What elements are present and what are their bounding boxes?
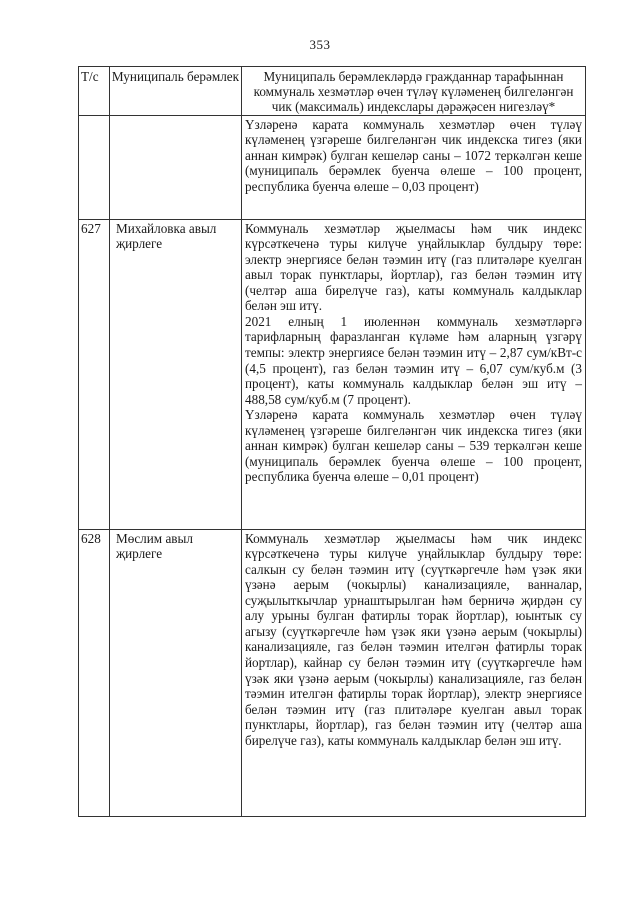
row-municipality: Михайловка авыл җирлеге (110, 219, 242, 529)
description-paragraph: Коммуналь хезмәтләр җыелмасы һәм чик индекс күрсәткеченә туры килүче уңайлыклар булдыру төре: салкын су белән тәэмин итү (суүткәргечле һәм үзәк яки үзәнә аерым (чокырлы) канализацияле, ванналар, суҗылыткычлар урнаштырылган һәм берничә җирдән су алу урыны булган фатирлы торак йортлар), юынтык су агызу (суүткәргечле һәм үзәк яки үзәнә аерым (чокырлы) канализацияле, газ белән тәэмин ителгән фатирлы торак йортлар), кайнар су белән тәэмин итү (суүткәргечле һәм үзәк яки үзәнә аерым (чокырлы) канализацияле, газ белән тәэмин ителгән фатирлы торак йортлар), электр энергиясе белән тәэмин итү (газ плитәләре куелган авыл торак пунктлары, йортлар), газ белән тәэмин итү (челтәр аша бирелүче газ), каты коммуналь калдыклар белән эш итү. (245, 530, 582, 748)
table-header-row (79, 67, 586, 116)
row-description (242, 529, 586, 816)
header-description: Муниципаль берәмлекләрдә гражданнар тарафыннан коммуналь хезмәтләр өчен түләү күләменең билгеләнгән чик (максималь) индекслары дәрәҗәсен нигезләү* (242, 67, 586, 116)
row-municipality (110, 115, 242, 219)
description-paragraph: Коммуналь хезмәтләр җыелмасы һәм чик индекс күрсәткеченә туры килүче уңайлыклар булдыру төре: электр энергиясе белән тәэмин итү (газ плитәләре куелган авыл торак пунктлары, йортлар), газ белән тәэмин итү (челтәр аша бирелүче газ), каты коммуналь калдыклар белән эш итү. (245, 220, 582, 314)
table-row (79, 529, 586, 816)
table-row (79, 219, 586, 529)
header-number: Т/с (79, 67, 110, 116)
description-paragraph: Үзләренә карата коммуналь хезмәтләр өчен түләү күләменең үзгәреше билгеләнгән чик индекска тигез (яки аннан кимрәк) булган кешеләр саны – 539 теркәлгән кеше (муниципаль берәмлек буенча өлеше – 100 процент, республика буенча өлеше – 0,01 процент) (245, 407, 582, 485)
row-number (79, 115, 110, 219)
row-description (242, 115, 586, 219)
description-paragraph: Үзләренә карата коммуналь хезмәтләр өчен түләү күләменең үзгәреше билгеләнгән чик индекска тигез (яки аннан кимрәк) булган кешеләр саны – 1072 теркәлгән кеше (муниципаль берәмлек буенча өлеше – 100 процент, республика буенча өлеше – 0,03 процент) (245, 116, 582, 194)
row-number: 627 (79, 219, 110, 529)
header-municipality: Муниципаль берәмлек (110, 67, 242, 116)
description-paragraph: 2021 елның 1 июленнән коммуналь хезмәтләргә тарифларның фаразланган күләме һәм аларның үзгәрү темпы: электр энергиясе белән тәэмин итү – 2,87 сум/кВт-с (4,5 процент), газ белән тәэмин итү – 6,07 сум/куб.м (3 процент), каты коммуналь калдыклар белән эш итү – 488,58 сум/куб.м (7 процент). (245, 313, 582, 407)
page-number: 353 (309, 37, 331, 52)
row-description (242, 219, 586, 529)
row-municipality: Мөслим авыл җирлеге (110, 529, 242, 816)
table-row (79, 115, 586, 219)
municipal-index-table (78, 66, 586, 817)
row-number: 628 (79, 529, 110, 816)
